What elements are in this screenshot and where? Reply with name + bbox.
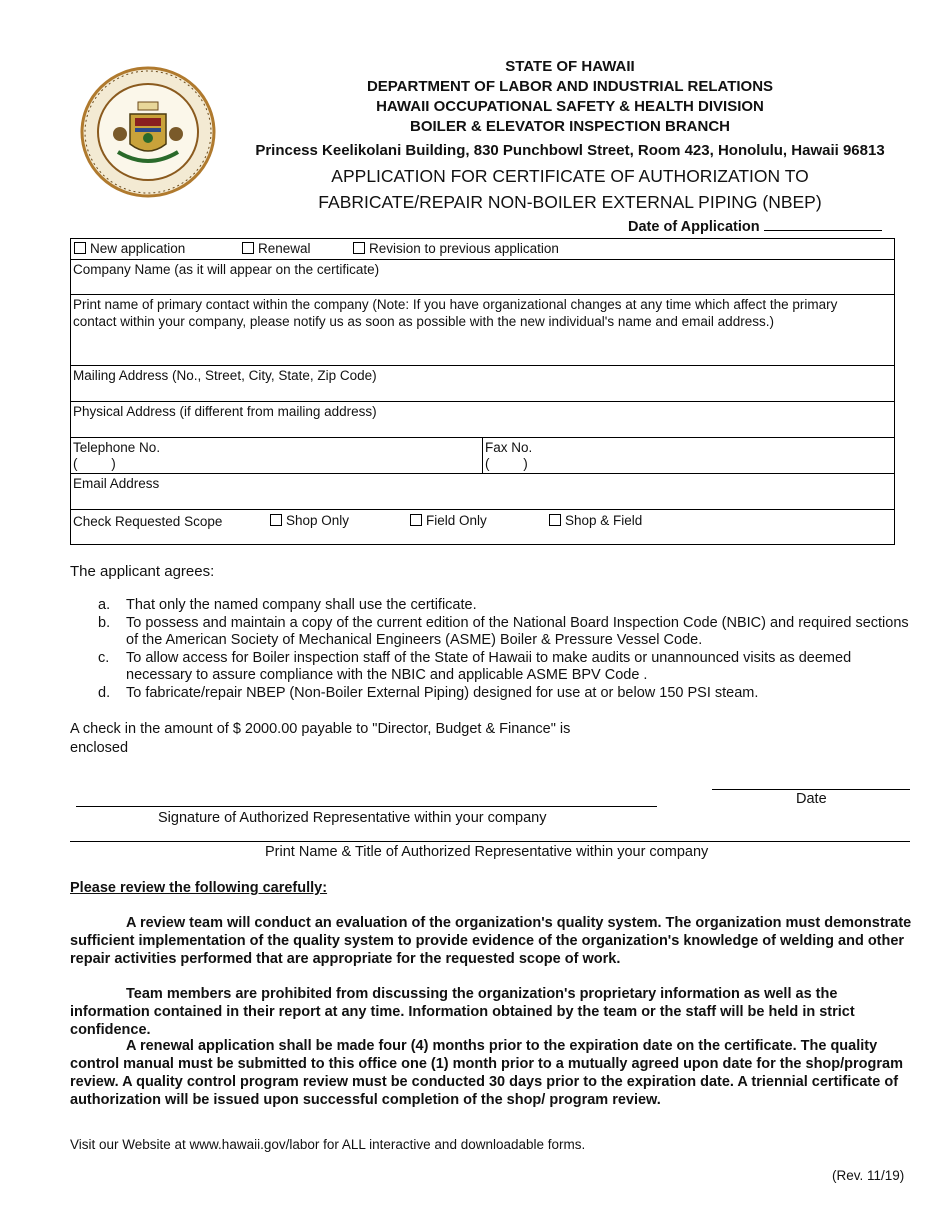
review-heading: Please review the following carefully: bbox=[70, 880, 328, 896]
date-of-application-label: Date of Application bbox=[628, 219, 760, 235]
list-item-text: To fabricate/repair NBEP (Non-Boiler External Piping) designed for use at or below 150 PSI steam. bbox=[126, 684, 759, 701]
list-item-text: To allow access for Boiler inspection staff of the State of Hawaii to make audits or unannounced visits as deemed necessary to assure compliance with the NBIC and applicable ASME BPV Code . bbox=[126, 649, 852, 683]
agreement-list bbox=[70, 597, 910, 702]
header-division: HAWAII OCCUPATIONAL SAFETY & HEALTH DIVISION bbox=[376, 98, 764, 115]
fax-field[interactable] bbox=[483, 438, 894, 473]
date-of-application bbox=[628, 219, 882, 235]
header-address: Princess Keelikolani Building, 830 Punchbowl Street, Room 423, Honolulu, Hawaii 96813 bbox=[255, 142, 885, 159]
scope-row bbox=[71, 510, 894, 545]
phone-fax-row bbox=[71, 438, 894, 474]
fax-value: ( ) bbox=[485, 456, 528, 471]
revision-label: Revision to previous application bbox=[369, 241, 559, 256]
state-seal-logo bbox=[80, 66, 216, 198]
field-only-checkbox[interactable] bbox=[410, 514, 422, 526]
date-signature-line[interactable] bbox=[712, 789, 910, 790]
header-branch: BOILER & ELEVATOR INSPECTION BRANCH bbox=[409, 118, 731, 135]
check-payment-text: A check in the amount of $ 2000.00 payable to "Director, Budget & Finance" is enclosed bbox=[70, 721, 571, 756]
new-application-option[interactable] bbox=[74, 241, 185, 256]
fax-label: Fax No. bbox=[485, 440, 533, 455]
signature-line[interactable] bbox=[76, 806, 657, 807]
list-item bbox=[70, 685, 910, 703]
company-name-label: Company Name (as it will appear on the certificate) bbox=[73, 262, 380, 277]
list-marker: a. bbox=[98, 597, 111, 613]
telephone-value: ( ) bbox=[73, 456, 116, 471]
field-only-label: Field Only bbox=[426, 513, 487, 528]
email-field[interactable] bbox=[71, 474, 894, 510]
shop-only-option[interactable] bbox=[270, 513, 349, 528]
list-marker: b. bbox=[98, 614, 111, 631]
list-item bbox=[70, 615, 910, 650]
primary-contact-field[interactable] bbox=[71, 295, 894, 366]
website-note: Visit our Website at www.hawaii.gov/labor for ALL interactive and downloadable forms. bbox=[70, 1137, 586, 1152]
list-item bbox=[70, 650, 910, 685]
revision-checkbox[interactable] bbox=[353, 242, 365, 254]
form-title-line1: APPLICATION FOR CERTIFICATE OF AUTHORIZATION TO bbox=[331, 166, 809, 186]
review-paragraph-1: A review team will conduct an evaluation of the organization's quality system. The organization must demonstrate sufficient implementation of the quality system to provide evidence of the organization's knowledge of welding and other repair activities performed that are appropriate for the requested scope of work. bbox=[70, 915, 912, 967]
scope-label: Check Requested Scope bbox=[73, 514, 223, 529]
list-marker: d. bbox=[98, 684, 111, 701]
form-header bbox=[240, 57, 900, 213]
date-of-application-field[interactable] bbox=[764, 219, 882, 231]
primary-contact-label: Print name of primary contact within the company (Note: If you have organizational changes at any time which affect the primary contact within your company, please notify us as soon as possible with the new individual's name and email address.) bbox=[73, 297, 838, 329]
mailing-address-label: Mailing Address (No., Street, City, State, Zip Code) bbox=[73, 368, 377, 383]
agreement-intro: The applicant agrees: bbox=[70, 563, 215, 580]
shop-and-field-checkbox[interactable] bbox=[549, 514, 561, 526]
email-label: Email Address bbox=[73, 476, 160, 491]
form-title-line2: FABRICATE/REPAIR NON-BOILER EXTERNAL PIPING (NBEP) bbox=[318, 192, 822, 212]
new-application-label: New application bbox=[90, 241, 186, 256]
list-item-text: That only the named company shall use the certificate. bbox=[126, 597, 477, 613]
shop-only-checkbox[interactable] bbox=[270, 514, 282, 526]
telephone-label: Telephone No. bbox=[73, 440, 161, 455]
renewal-checkbox[interactable] bbox=[242, 242, 254, 254]
field-only-option[interactable] bbox=[410, 513, 487, 528]
shop-only-label: Shop Only bbox=[286, 513, 350, 528]
revision-option[interactable] bbox=[353, 241, 559, 256]
header-department: DEPARTMENT OF LABOR AND INDUSTRIAL RELATIONS bbox=[366, 78, 774, 95]
review-paragraph-3: A renewal application shall be made four (4) months prior to the expiration date on the certificate. The quality control manual must be submitted to this office one (1) month prior to a mutually agreed upon date for the shop/program review. A quality control program review must be conducted 30 days prior to the expiration date. A triennial certificate of authorization will be issued upon successful completion of the shop/ program review. bbox=[70, 1038, 903, 1108]
signature-label: Signature of Authorized Representative within your company bbox=[158, 810, 547, 826]
shop-and-field-label: Shop & Field bbox=[565, 513, 643, 528]
new-application-checkbox[interactable] bbox=[74, 242, 86, 254]
list-item-text: To possess and maintain a copy of the current edition of the National Board Inspection Code (NBIC) and required sections of the American Society of Mechanical Engineers (ASME) Boiler & Pressure Vessel Code. bbox=[126, 614, 909, 648]
application-form-table bbox=[70, 238, 895, 545]
revision-label: (Rev. 11/19) bbox=[832, 1168, 905, 1183]
mailing-address-field[interactable] bbox=[71, 366, 894, 402]
print-name-line[interactable] bbox=[70, 841, 910, 842]
physical-address-label: Physical Address (if different from mailing address) bbox=[73, 404, 377, 419]
print-name-label: Print Name & Title of Authorized Representative within your company bbox=[265, 844, 709, 860]
list-marker: c. bbox=[98, 649, 110, 666]
header-state: STATE OF HAWAII bbox=[505, 58, 635, 75]
renewal-label: Renewal bbox=[258, 241, 311, 256]
shop-and-field-option[interactable] bbox=[549, 513, 642, 528]
company-name-field[interactable] bbox=[71, 260, 894, 295]
renewal-option[interactable] bbox=[242, 241, 311, 256]
list-item bbox=[70, 597, 910, 615]
review-paragraph-2: Team members are prohibited from discussing the organization's proprietary information as well as the information contained in their report at any time. Information obtained by the team or the staff will be held in strict confidence. bbox=[70, 986, 855, 1038]
application-type-row bbox=[71, 239, 894, 260]
physical-address-field[interactable] bbox=[71, 402, 894, 438]
date-label: Date bbox=[796, 791, 827, 807]
telephone-field[interactable] bbox=[71, 438, 482, 473]
